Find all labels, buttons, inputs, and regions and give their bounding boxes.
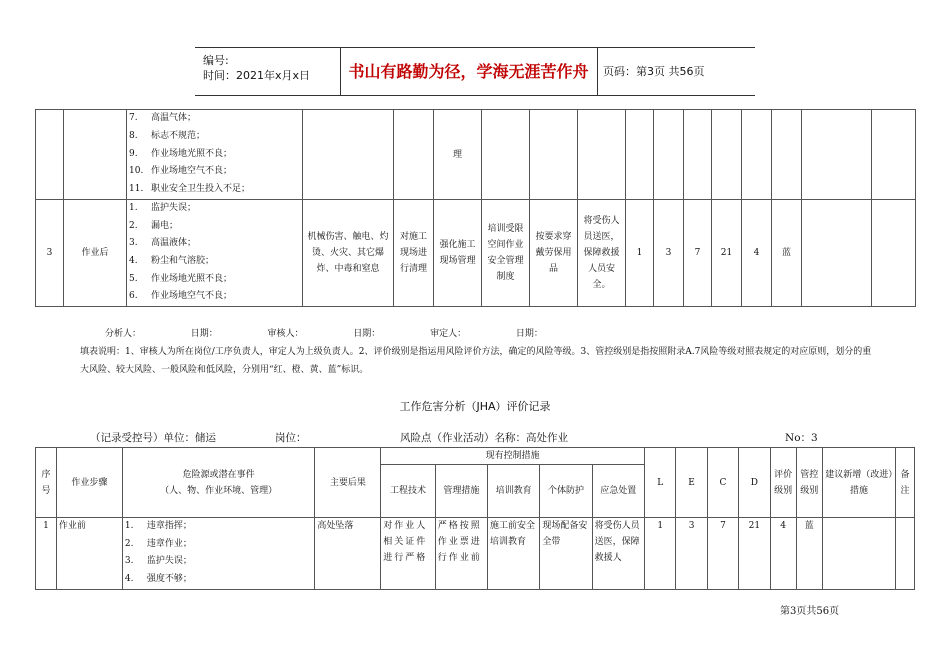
eval-level: 4: [742, 200, 772, 307]
col-e: E: [676, 448, 707, 518]
col-consequence: 主要后果: [315, 448, 381, 518]
approver-label: 审定人：: [430, 329, 467, 339]
seq-cell: 3: [36, 200, 64, 307]
e-value: 3: [654, 200, 684, 307]
motto: 书山有路勤为径，学海无涯苦作舟: [340, 48, 598, 95]
remark-cell: [896, 518, 915, 590]
col-suggestion: 建议新增（改进）措施: [822, 448, 895, 518]
engineering-cell: 对作业人相关证件进行严格: [381, 518, 435, 590]
step-cell: 作业前: [56, 518, 122, 590]
col-control-level: 管控级别: [796, 448, 822, 518]
c-value: 7: [707, 518, 738, 590]
section-title: 工作危害分析（JHA）评价记录: [399, 400, 551, 413]
number-label: 编号:: [203, 54, 229, 67]
col-management: 管理措施: [435, 465, 487, 518]
emergency-cell: 将受伤人员送医，保障救援人员安全。: [578, 200, 626, 307]
control-level: 蓝: [796, 518, 822, 590]
seq-cell: [36, 110, 64, 200]
list-item: 1. 监护失误；: [129, 203, 197, 213]
list-item: 11. 职业安全卫生投入不足；: [129, 184, 251, 195]
step-cell: [64, 110, 127, 200]
risk-point: 风险点（作业活动）名称：高处作业: [400, 432, 568, 444]
list-item: 1. 违章指挥；: [124, 521, 192, 531]
col-hazard: 危险源或潜在事件 （人、物、作业环境、管理）: [122, 448, 315, 518]
col-engineering: 工程技术: [381, 465, 435, 518]
post-label: 岗位：: [275, 432, 307, 444]
ppe-cell: 按要求穿戴劳保用品: [530, 200, 578, 307]
hazard-list: [127, 200, 303, 307]
record-info: [90, 430, 830, 446]
step-cell: 作业后: [64, 200, 127, 307]
col-seq: 序号: [36, 448, 57, 518]
list-item: 2. 漏电；: [129, 220, 179, 231]
date-label: 日期：: [353, 329, 381, 339]
c-value: 7: [684, 200, 712, 307]
list-item: 9. 作业场地光照不良；: [129, 148, 233, 159]
training-cell: 施工前安全培训教育: [488, 518, 540, 590]
jha-table-continued: [35, 109, 916, 307]
list-item: 3. 监护失误；: [124, 556, 192, 567]
col-ppe: 个体防护: [540, 465, 592, 518]
header-row: [36, 448, 915, 465]
page-footer: 第3页共56页: [780, 606, 840, 617]
col-d: D: [739, 448, 770, 518]
consequence-cell: 机械伤害、触电、灼烫、火灾、其它爆炸、中毒和窒息: [303, 200, 394, 307]
record-unit: （记录受控号）单位：储运: [90, 432, 216, 444]
col-c: C: [707, 448, 738, 518]
e-value: 3: [676, 518, 707, 590]
l-value: 1: [626, 200, 654, 307]
col-emergency: 应急处置: [592, 465, 644, 518]
management-cell: 严格按照作业票进行作业前: [435, 518, 487, 590]
time-label: 时间：2021年x月x日: [203, 69, 311, 82]
reviewer-label: 审核人：: [267, 329, 304, 339]
d-value: 21: [712, 200, 742, 307]
ppe-cell: 现场配备安全带: [540, 518, 592, 590]
page-header: [195, 47, 755, 96]
date-label: 日期：: [515, 329, 543, 339]
header-meta: [195, 48, 341, 95]
list-item: 7. 高温气体；: [129, 113, 197, 124]
list-item: 2. 违章作业；: [124, 538, 192, 549]
col-remark: 备注: [896, 448, 915, 518]
list-item: 5. 作业场地光照不良；: [129, 273, 233, 284]
suggestion-cell: [822, 518, 895, 590]
list-item: 8. 标志不规范；: [129, 130, 206, 141]
eval-level: 4: [770, 518, 796, 590]
record-no: No：3: [785, 432, 818, 444]
table-row: [36, 200, 916, 307]
list-item: 3. 高温液体；: [129, 238, 197, 249]
list-item: 10. 作业场地空气不良；: [129, 166, 233, 177]
list-item: 4. 强度不够；: [124, 574, 192, 585]
page-label: 页码：第3页 共56页: [603, 65, 705, 78]
list-item: 6. 作业场地空气不良；: [129, 291, 233, 302]
hazard-list: [127, 110, 303, 200]
table-row: [36, 518, 915, 590]
remark-cell: [872, 200, 916, 307]
management-cell: 强化施工现场管理: [434, 200, 482, 307]
analyst-label: 分析人：: [105, 329, 142, 339]
l-value: 1: [644, 518, 675, 590]
jha-table: [35, 447, 915, 590]
training-cell: 培训受限空间作业安全管理制度: [482, 200, 530, 307]
col-eval-level: 评价级别: [770, 448, 796, 518]
signature-line: [105, 326, 543, 339]
management-cell: 理: [434, 110, 482, 200]
list-item: 4. 粉尘和气溶胶；: [129, 256, 215, 267]
suggestion-cell: [802, 200, 872, 307]
engineering-cell: 对施工现场进行清理: [394, 200, 434, 307]
fill-instructions: 填表说明：1、审核人为所在岗位/工序负责人，审定人为上级负责人。2、评价级别是指运用风险评价方法，确定的风险等级。3、管控级别是指按照附录A.7风险等级对照表规定的对应原则，划分的重大风险、较大风险、一般风险和低风险，分别用“红、橙、黄、蓝”标识。: [80, 347, 872, 375]
col-training: 培训教育: [488, 465, 540, 518]
control-level: 蓝: [772, 200, 802, 307]
consequence-cell: 高处坠落: [315, 518, 381, 590]
table-row: [36, 110, 916, 200]
seq-cell: 1: [36, 518, 57, 590]
date-label: 日期：: [190, 329, 218, 339]
col-existing-controls: 现有控制措施: [381, 448, 645, 465]
col-step: 作业步骤: [56, 448, 122, 518]
col-l: L: [644, 448, 675, 518]
d-value: 21: [739, 518, 770, 590]
hazard-list: [122, 518, 315, 590]
emergency-cell: 将受伤人员送医，保障救援人: [592, 518, 644, 590]
